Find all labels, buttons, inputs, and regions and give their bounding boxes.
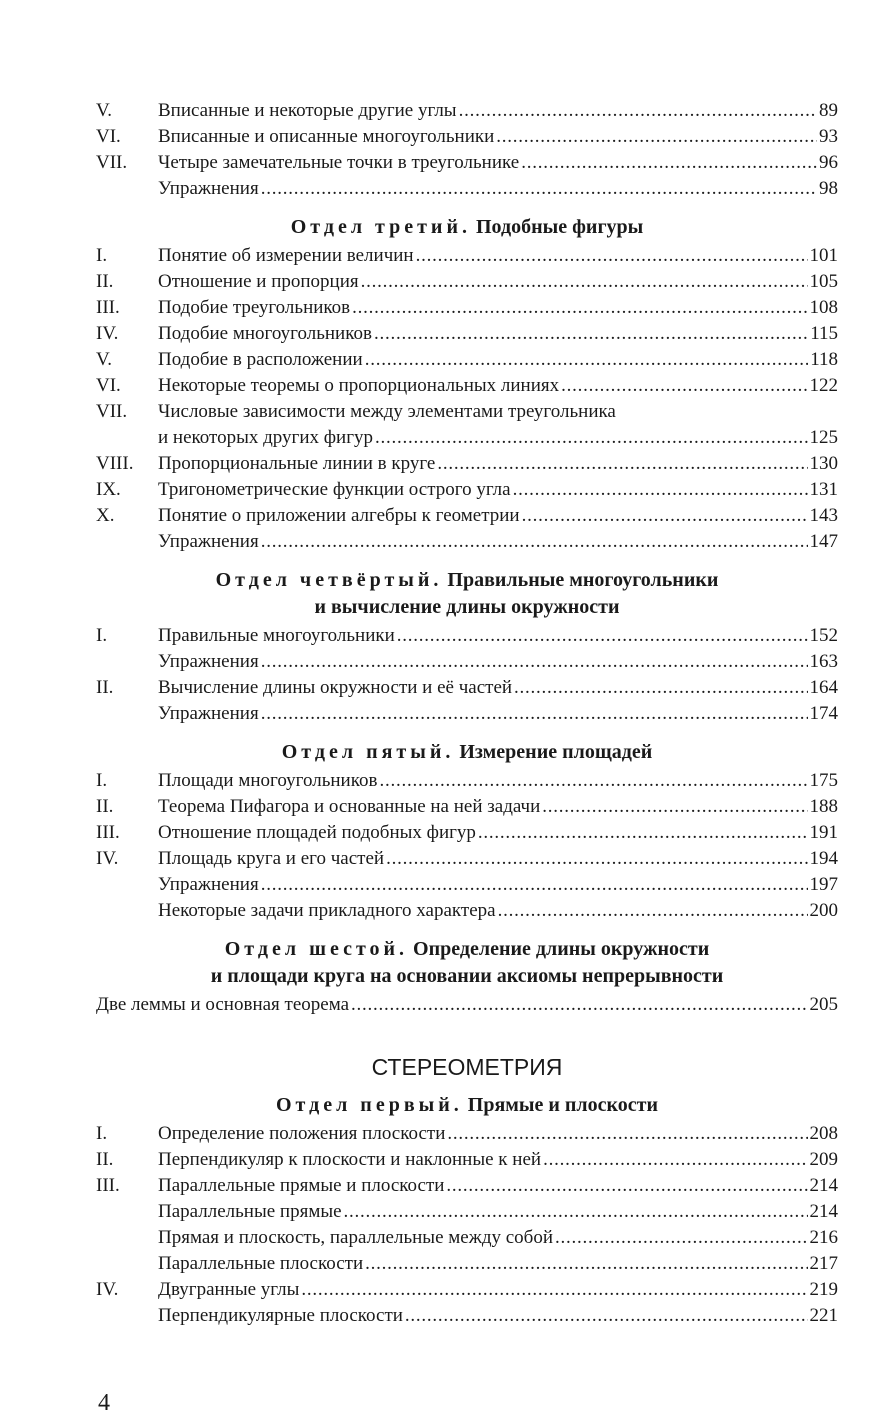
section-title: Измерение площадей [454,741,653,763]
dot-leader [521,150,817,176]
dot-leader [352,295,807,321]
entry-number: VI. [96,126,121,147]
toc-entry [96,1173,838,1199]
entry-number: II. [96,796,114,817]
toc-block [96,1121,838,1329]
entry-page: 118 [810,349,838,370]
entry-number: IX. [96,479,121,500]
entry-title: Две леммы и основная теорема [96,994,350,1015]
entry-title: и некоторых других фигур [158,427,374,448]
section-label: Отдел шестой. [224,938,409,960]
entry-title: Числовые зависимости между элементами треугольника [158,401,616,422]
dot-leader [514,675,807,701]
toc-block [96,243,838,555]
entry-page: 125 [809,427,838,448]
entry-number: VII. [96,152,128,173]
entry-page: 221 [809,1305,838,1326]
entry-title: Некоторые теоремы о пропорциональных линиях [158,375,560,396]
entry-page: 216 [809,1227,838,1248]
section-heading [96,1092,838,1119]
toc-entry [96,347,838,373]
page-number: 4 [98,1390,110,1416]
dot-leader [261,701,808,727]
entry-title: Площадь круга и его частей [158,848,385,869]
entry-title: Теорема Пифагора и основанные на ней задачи [158,796,541,817]
dot-leader [379,768,807,794]
entry-title: Параллельные плоскости [158,1253,364,1274]
toc-entry [96,1121,838,1147]
toc-entry [96,1303,838,1329]
toc-entry [96,768,838,794]
entry-number: II. [96,677,114,698]
entry-page: 93 [819,126,838,147]
entry-page: 164 [809,677,838,698]
entry-page: 98 [819,178,838,199]
section-title: Прямые и плоскости [462,1094,659,1116]
dot-leader [459,98,817,124]
entry-number: III. [96,297,120,318]
entry-title: Перпендикуляр к плоскости и наклонные к ней [158,1149,542,1170]
entry-page: 105 [809,271,838,292]
dot-leader [496,124,817,150]
entry-number: IV. [96,323,119,344]
dot-leader [397,623,808,649]
entry-number: III. [96,822,120,843]
dot-leader [351,992,807,1018]
entry-number: III. [96,1175,120,1196]
entry-title: Вписанные и описанные многоугольники [158,126,495,147]
entry-title: Тригонометрические функции острого угла [158,479,511,500]
section-title-line2: и вычисление длины окружности [314,596,620,618]
entry-number: II. [96,1149,114,1170]
entry-number: VI. [96,375,121,396]
entry-title: Отношение площадей подобных фигур [158,822,476,843]
entry-title: Подобие многоугольников [158,323,372,344]
entry-title: Подобие в расположении [158,349,363,370]
dot-leader [386,846,807,872]
entry-number: IV. [96,1279,119,1300]
entry-title: Параллельные прямые [158,1201,342,1222]
toc-block [96,623,838,727]
toc-entry [96,529,838,555]
entry-page: 208 [809,1123,838,1144]
entry-title: Вписанные и некоторые другие углы [158,100,457,121]
entry-page: 219 [809,1279,838,1300]
entry-number: II. [96,271,114,292]
entry-number: IV. [96,848,119,869]
entry-page: 217 [809,1253,838,1274]
section-title: Определение длины окружности [408,938,710,960]
entry-page: 214 [809,1175,838,1196]
entry-page: 188 [809,796,838,817]
entry-title: Упражнения [158,178,259,199]
entry-page: 194 [809,848,838,869]
section-label: Отдел третий. [290,216,471,238]
entry-title: Вычисление длины окружности и её частей [158,677,513,698]
toc-block [96,992,838,1018]
table-of-contents [96,98,838,1329]
entry-number: I. [96,245,108,266]
toc-entry [96,321,838,347]
entry-title: Понятие о приложении алгебры к геометрии [158,505,520,526]
entry-title: Некоторые задачи прикладного характера [158,900,496,921]
entry-page: 89 [819,100,838,121]
dot-leader [405,1303,808,1329]
dot-leader [261,872,808,898]
entry-title: Параллельные прямые и плоскости [158,1175,445,1196]
entry-page: 152 [809,625,838,646]
entry-title: Пропорциональные линии в круге [158,453,436,474]
toc-entry [96,898,838,924]
entry-page: 209 [809,1149,838,1170]
section-label: Отдел четвёртый. [215,569,443,591]
dot-leader [261,649,808,675]
dot-leader [543,1147,807,1173]
entry-number: I. [96,1123,108,1144]
dot-leader [513,477,808,503]
entry-title: Упражнения [158,874,259,895]
section-heading [96,214,838,241]
entry-title: Четыре замечательные точки в треугольнике [158,152,520,173]
entry-page: 197 [809,874,838,895]
section-heading [96,739,838,766]
toc-entry [96,295,838,321]
entry-title: Подобие треугольников [158,297,351,318]
entry-page: 96 [819,152,838,173]
toc-entry [96,846,838,872]
entry-number: VIII. [96,453,134,474]
dot-leader [522,503,808,529]
entry-number: I. [96,770,108,791]
entry-page: 143 [809,505,838,526]
section-title: Правильные многоугольники [442,569,719,591]
dot-leader [375,425,807,451]
toc-entry [96,820,838,846]
toc-entry [96,623,838,649]
toc-entry [96,992,838,1018]
entry-title: Упражнения [158,531,259,552]
toc-entry [96,399,838,425]
dot-leader [416,243,808,269]
toc-entry [96,794,838,820]
entry-page: 175 [809,770,838,791]
dot-leader [447,1121,807,1147]
dot-leader [365,347,809,373]
toc-entry [96,649,838,675]
entry-page: 191 [809,822,838,843]
entry-page: 131 [809,479,838,500]
dot-leader [555,1225,807,1251]
entry-title: Правильные многоугольники [158,625,395,646]
toc-entry [96,1147,838,1173]
entry-number: VII. [96,401,128,422]
toc-entry [96,150,838,176]
entry-page: 200 [809,900,838,921]
toc-entry [96,1225,838,1251]
toc-entry [96,701,838,727]
toc-entry [96,269,838,295]
entry-title: Прямая и плоскость, параллельные между собой [158,1227,554,1248]
dot-leader [446,1173,807,1199]
entry-page: 174 [809,703,838,724]
section-title: Подобные фигуры [470,216,644,238]
entry-page: 147 [809,531,838,552]
dot-leader [437,451,807,477]
entry-page: 130 [809,453,838,474]
entry-page: 122 [809,375,838,396]
entry-title: Перпендикулярные плоскости [158,1305,403,1326]
dot-leader [498,898,808,924]
entry-page: 214 [809,1201,838,1222]
dot-leader [261,529,808,555]
section-heading [96,936,838,990]
entry-title: Понятие об измерении величин [158,245,414,266]
toc-block [96,768,838,924]
toc-entry [96,243,838,269]
entry-title: Определение положения плоскости [158,1123,446,1144]
toc-entry-continuation [96,425,838,451]
toc-entry [96,872,838,898]
entry-number: V. [96,349,113,370]
dot-leader [542,794,807,820]
toc-entry [96,373,838,399]
section-label: Отдел пятый. [281,741,455,763]
entry-page: 108 [809,297,838,318]
dot-leader [478,820,808,846]
section-title-line2: и площади круга на основании аксиомы непрерывности [210,965,724,987]
entry-number: V. [96,100,113,121]
toc-entry [96,1277,838,1303]
dot-leader [361,269,808,295]
entry-page: 205 [809,994,838,1015]
toc-entry [96,124,838,150]
entry-page: 163 [809,651,838,672]
dot-leader [261,176,817,202]
part-heading: СТЕРЕОМЕТРИЯ [371,1054,563,1080]
toc-entry [96,503,838,529]
toc-entry [96,477,838,503]
dot-leader [365,1251,807,1277]
section-heading [96,567,838,621]
entry-title: Отношение и пропорция [158,271,359,292]
toc-block [96,98,838,202]
toc-entry [96,98,838,124]
entry-title: Упражнения [158,703,259,724]
toc-entry [96,1199,838,1225]
dot-leader [344,1199,808,1225]
entry-page: 115 [810,323,838,344]
entry-title: Двугранные углы [158,1279,300,1300]
entry-title: Площади многоугольников [158,770,378,791]
dot-leader [301,1277,807,1303]
section-label: Отдел первый. [275,1094,463,1116]
toc-entry [96,675,838,701]
toc-entry [96,176,838,202]
dot-leader [374,321,808,347]
entry-title: Упражнения [158,651,259,672]
entry-page: 101 [809,245,838,266]
entry-number: X. [96,505,115,526]
entry-number: I. [96,625,108,646]
toc-entry [96,451,838,477]
dot-leader [561,373,807,399]
toc-entry [96,1251,838,1277]
